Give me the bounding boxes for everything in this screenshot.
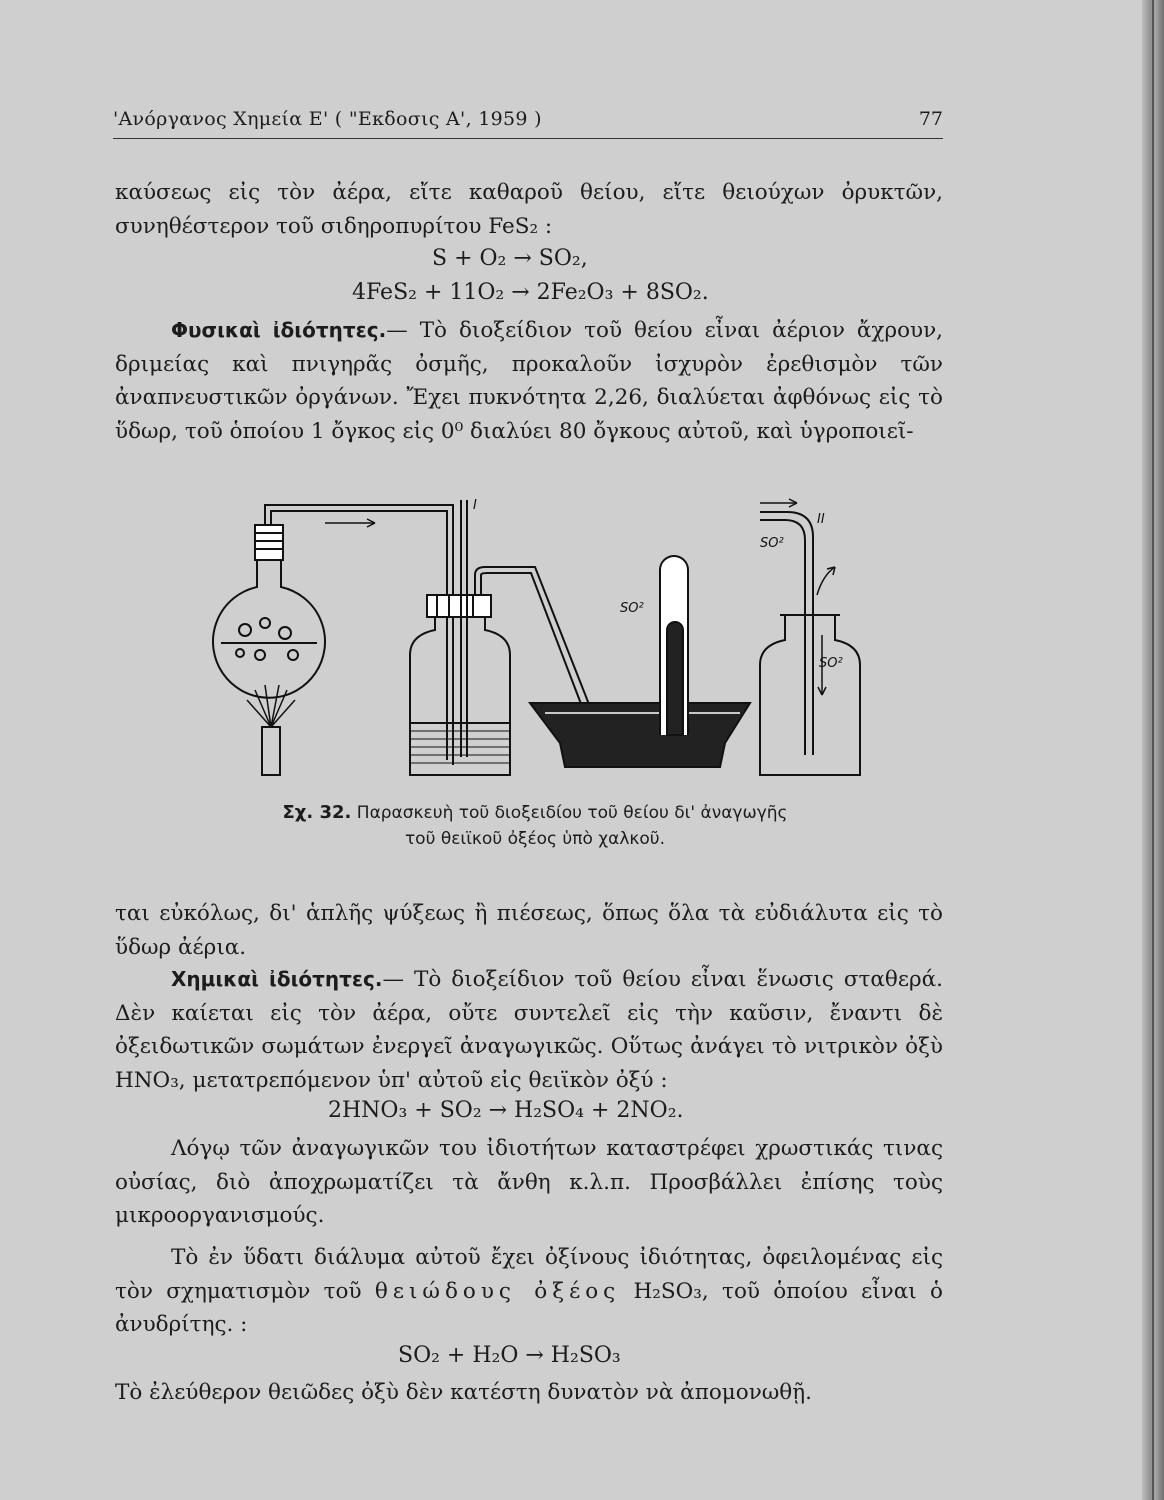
- caption-line-1: Παρασκευὴ τοῦ διοξειδίου τοῦ θείου δι' ἀναγωγῆς: [356, 803, 788, 823]
- burner: [262, 727, 280, 775]
- equation-pyrite-roasting: 4FeS₂ + 11O₂ → 2Fe₂O₃ + 8SO₂.: [352, 280, 709, 305]
- paragraph-combustion: καύσεως εἰς τὸν ἀέρα, εἴτε καθαροῦ θείου, εἴτε θειούχων ὀρυκτῶν, συνηθέστερον τοῦ σιδηροπυρίτου FeS₂ :: [115, 180, 943, 239]
- running-header: [113, 104, 943, 139]
- paragraph-physical-properties: [115, 314, 943, 448]
- label-bottle-1: I: [473, 498, 477, 513]
- label-so2-tube: SO²: [620, 601, 644, 616]
- heading-chemical-properties: Χημικαὶ ἰδιότητες.: [171, 967, 383, 991]
- paragraph-chemical-properties: [115, 963, 943, 1097]
- page-edge-line: [1152, 0, 1154, 1500]
- round-flask: [213, 560, 325, 698]
- heading-physical-properties: Φυσικαὶ ἰδιότητες.: [171, 318, 387, 342]
- caption-line-2: τοῦ θειϊκοῦ ὀξέος ὑπὸ χαλκοῦ.: [404, 829, 666, 849]
- running-title: 'Ανόργανος Χημεία Ε' ( "Εκδοσις Α', 1959 ): [113, 108, 542, 130]
- paragraph-isolation: Τὸ ἐλεύθερον θειῶδες ὀξὺ δὲν κατέστη δυνατὸν νὰ ἀπομονωθῇ.: [115, 1380, 812, 1405]
- sulfurous-text-before: Τὸ ἐν ὕδατι διάλυμα αὐτοῦ ἔχει ὀξίνους ἰδιότητας, ὀφειλομένας εἰς τὸν σχηματισμὸν τοῦ: [115, 1245, 943, 1304]
- delivery-tube: [265, 505, 453, 765]
- delivery-tube-2: [760, 520, 805, 755]
- apparatus-figure: [205, 495, 865, 795]
- paragraph-reducing-properties: Λόγῳ τῶν ἀναγωγικῶν του ἰδιοτήτων καταστρέφει χρωστικάς τινας οὐσίας, διὸ ἀποχρωματίζει τὰ ἄνθη κ.λ.π. Προσβάλλει ἐπίσης τοὺς μικροοργανισμούς.: [115, 1136, 943, 1228]
- equation-sulfur-combustion: S + O₂ → SO₂,: [432, 246, 588, 271]
- paragraph-liquefaction: ται εὐκόλως, δι' ἁπλῆς ψύξεως ἢ πιέσεως, ὅπως ὅλα τὰ εὐδιάλυτα εἰς τὸ ὕδωρ ἀέρια.: [115, 901, 943, 960]
- page-number: 77: [918, 108, 943, 130]
- caption-number: Σχ. 32.: [282, 802, 352, 823]
- equation-sulfurous-acid: SO₂ + H₂O → H₂SO₃: [398, 1343, 621, 1368]
- flask-stopper: [255, 525, 283, 560]
- label-so2-top: SO²: [760, 536, 784, 551]
- physical-properties-text: — Τὸ διοξείδιον τοῦ θείου εἶναι ἀέριον ἄχρουν, δριμείας καὶ πνιγηρᾶς ὀσμῆς, προκαλοῦν ἰσχυρὸν ἐρεθισμὸν τῶν ἀναπνευστικῶν ὀργάνων. Ἔχει πυκνότητα 2,26, διαλύεται ἀφθόνως εἰς τὸ ὕδωρ, τοῦ ὁποίου 1 ὄγκος εἰς 0⁰ διαλύει 80 ὄγκους αὐτοῦ, καὶ ὑγροποιεῖ-: [115, 318, 944, 444]
- chemical-properties-text: — Τὸ διοξείδιον τοῦ θείου εἶναι ἕνωσις σταθερά. Δὲν καίεται εἰς τὸν ἀέρα, οὔτε συντελεῖ εἰς τὴν καῦσιν, ἔναντι δὲ ὀξειδωτικῶν σωμάτων ἐνεργεῖ ἀναγωγικῶς. Οὕτως ἀνάγει τὸ νιτρικὸν ὀξὺ HNO₃, μετατρεπόμενον ὑπ' αὐτοῦ εἰς θειϊκὸν ὀξύ :: [115, 967, 943, 1093]
- label-so2-bottle: SO²: [819, 656, 843, 671]
- equation-nitric-acid-reduction: 2HNO₃ + SO₂ → H₂SO₄ + 2NO₂.: [328, 1098, 684, 1123]
- collection-bottle-2: [760, 615, 860, 775]
- label-bottle-2: II: [817, 512, 825, 527]
- figure-caption: [215, 800, 855, 852]
- sulfurous-acid-term: θειώδους ὀξέος: [374, 1278, 621, 1304]
- paragraph-sulfurous-acid: [115, 1241, 943, 1342]
- sulfurous-text-after: H₂SO₃, τοῦ ὁποίου εἶναι ὁ ἀνυδρίτης. :: [115, 1278, 943, 1337]
